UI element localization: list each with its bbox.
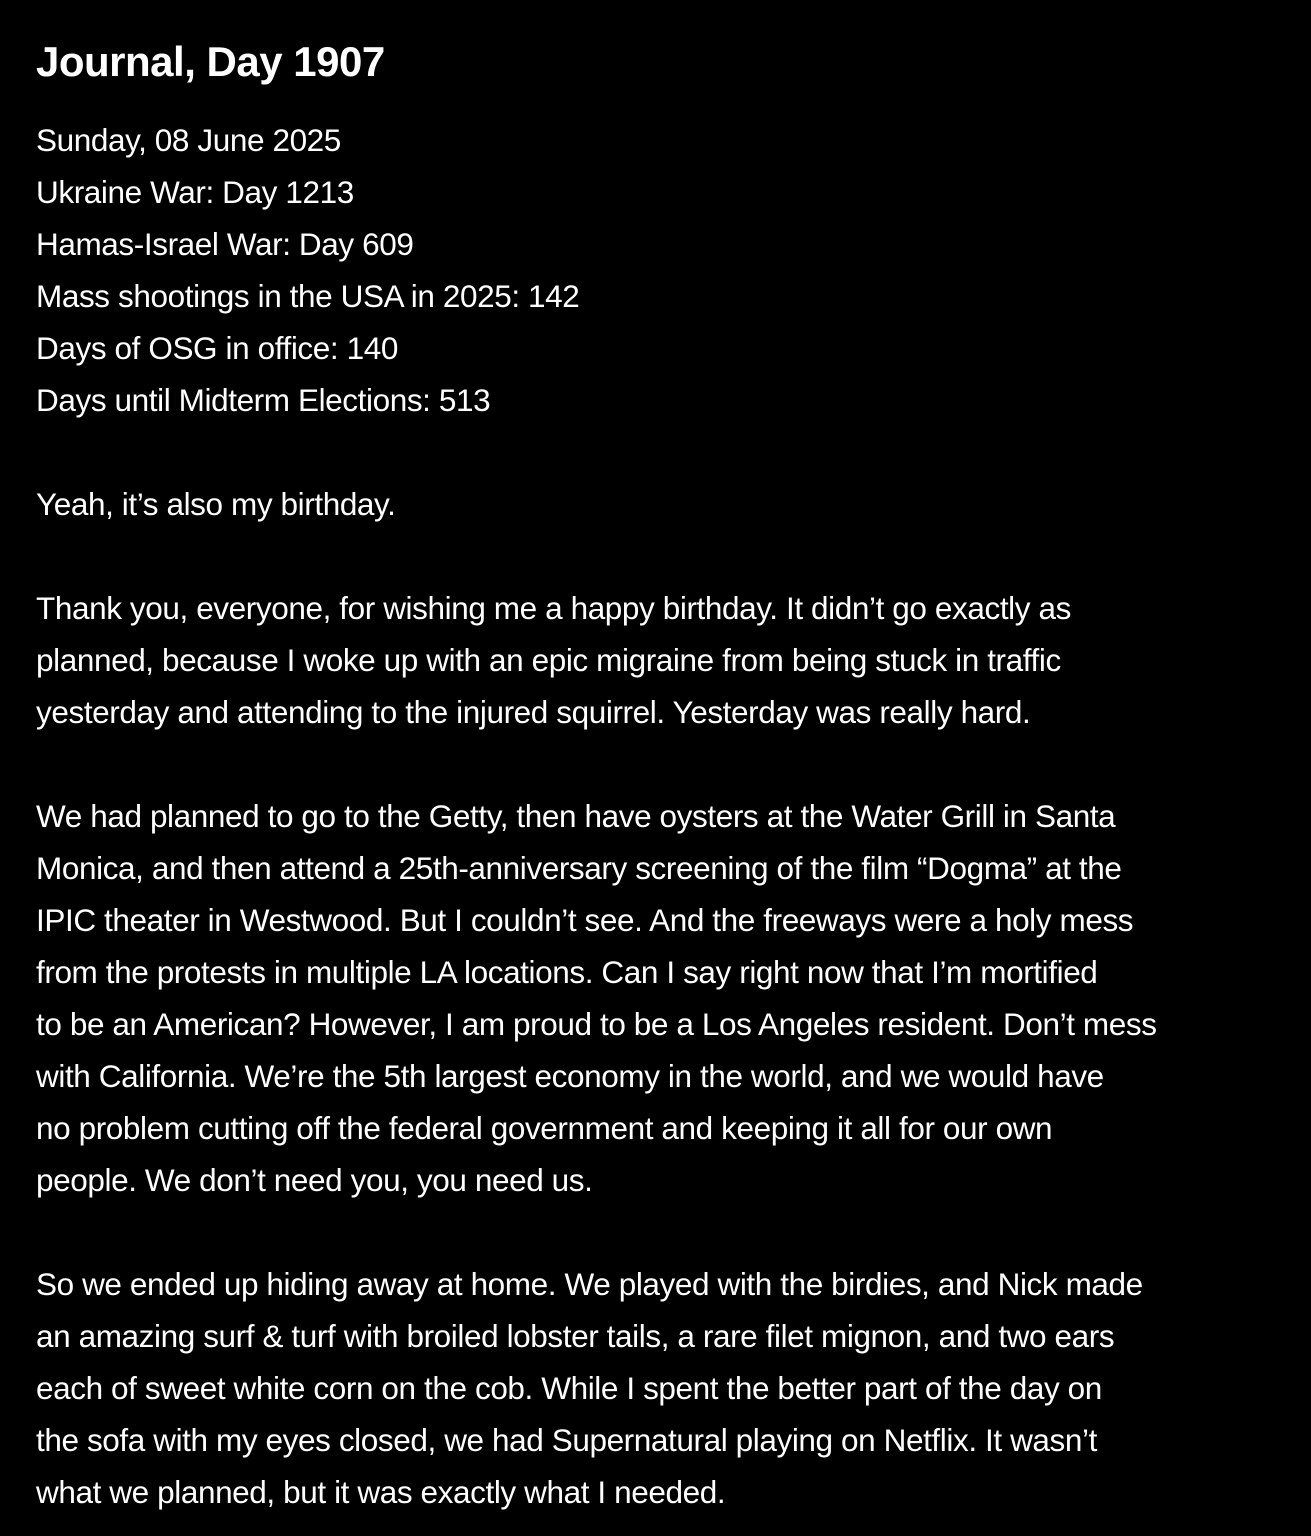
paragraph-line: We had planned to go to the Getty, then have oysters at the Water Grill in Santa	[36, 798, 1116, 834]
mass-shootings-line: Mass shootings in the USA in 2025: 142	[36, 278, 580, 314]
paragraph-line: to be an American? However, I am proud to be a Los Angeles resident. Don’t mess	[36, 1006, 1157, 1042]
paragraph-line: with California. We’re the 5th largest economy in the world, and we would have	[36, 1058, 1104, 1094]
paragraph-line: from the protests in multiple LA locations. Can I say right now that I’m mortified	[36, 954, 1098, 990]
paragraph-line: each of sweet white corn on the cob. While I spent the better part of the day on	[36, 1370, 1102, 1406]
spacer	[36, 1206, 1275, 1258]
stats-block	[36, 114, 1275, 426]
midterm-countdown-line: Days until Midterm Elections: 513	[36, 382, 491, 418]
paragraph-line: yesterday and attending to the injured squirrel. Yesterday was really hard.	[36, 694, 1031, 730]
paragraph-birthday	[36, 478, 1275, 530]
paragraph-plans	[36, 790, 1275, 1206]
osg-office-days-line: Days of OSG in office: 140	[36, 330, 398, 366]
paragraph-line: Monica, and then attend a 25th-anniversary screening of the film “Dogma” at the	[36, 850, 1122, 886]
paragraph-line: what we planned, but it was exactly what I needed.	[36, 1474, 726, 1510]
paragraph-line: Yeah, it’s also my birthday.	[36, 486, 396, 522]
paragraph-line: planned, because I woke up with an epic migraine from being stuck in traffic	[36, 642, 1061, 678]
paragraph-line: So we ended up hiding away at home. We played with the birdies, and Nick made	[36, 1266, 1143, 1302]
spacer	[36, 530, 1275, 582]
paragraph-home	[36, 1258, 1275, 1518]
paragraph-line: people. We don’t need you, you need us.	[36, 1162, 593, 1198]
hamas-israel-war-line: Hamas-Israel War: Day 609	[36, 226, 414, 262]
paragraph-line: the sofa with my eyes closed, we had Supernatural playing on Netflix. It wasn’t	[36, 1422, 1097, 1458]
paragraph-line: Thank you, everyone, for wishing me a happy birthday. It didn’t go exactly as	[36, 590, 1071, 626]
spacer	[36, 426, 1275, 478]
paragraph-line: IPIC theater in Westwood. But I couldn’t see. And the freeways were a holy mess	[36, 902, 1134, 938]
date-line: Sunday, 08 June 2025	[36, 122, 341, 158]
paragraph-line: no problem cutting off the federal government and keeping it all for our own	[36, 1110, 1053, 1146]
paragraph-line: an amazing surf & turf with broiled lobster tails, a rare filet mignon, and two ears	[36, 1318, 1115, 1354]
ukraine-war-line: Ukraine War: Day 1213	[36, 174, 354, 210]
spacer	[36, 738, 1275, 790]
journal-title: Journal, Day 1907	[36, 38, 385, 85]
paragraph-thanks	[36, 582, 1275, 738]
